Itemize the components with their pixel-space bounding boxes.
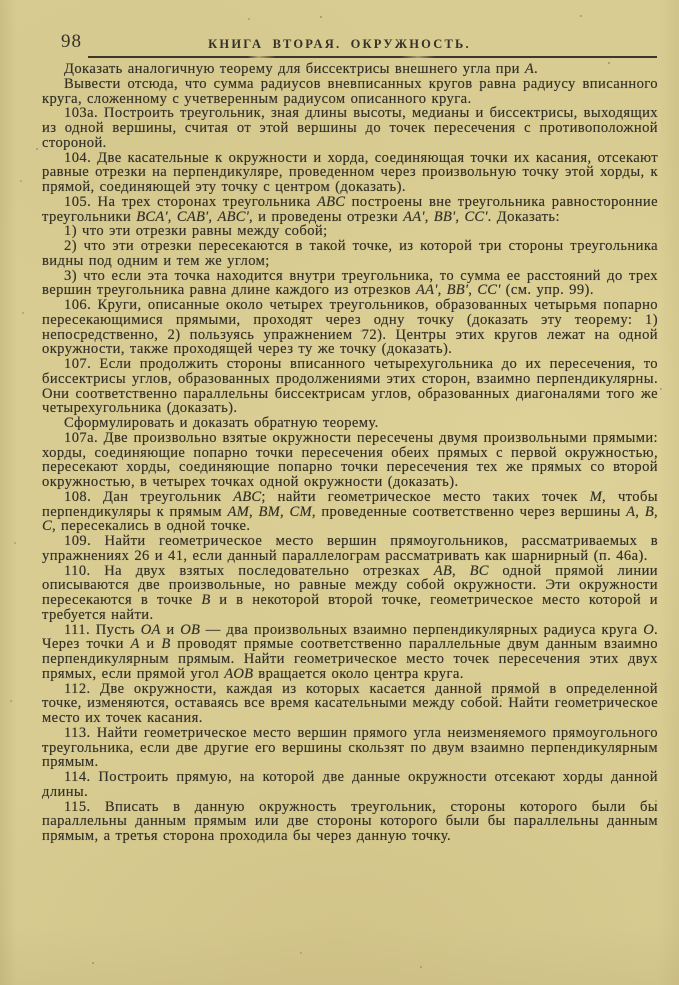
text-run: , [635,503,645,520]
text-run: и [160,621,181,638]
math-symbol: A [626,503,636,520]
text-run: , проведенные соответственно через вершины [311,503,627,520]
text-run: . Доказать: [487,208,560,225]
para-radii-sum [42,77,658,107]
text-run: . [534,61,539,77]
text-run: , [451,562,470,579]
text-run: и [139,636,162,653]
math-symbol: BB' [433,208,456,225]
header-rule [88,56,657,58]
text-run: , [424,208,434,225]
math-symbol: CAB' [176,208,209,225]
text-run: и в некоторой второй точке, геометрическое место которой и требуется найти. [42,592,659,623]
math-symbol: ABC' [217,208,249,225]
math-symbol: ABC [233,488,262,505]
problem-110 [42,564,658,623]
problem-105 [42,195,658,225]
math-symbol: C [42,518,52,535]
math-symbol: B [644,503,654,520]
text-run: 111. Пусть [64,621,141,638]
text-run: 104. Две касательные к окружности и хорда, соединяющая точки их касания, отсекают равные отрезки на перпендикуляре, проведенном через произвольную точку этой хорды, к прямой, соединяющей эту точку с центром (доказать). [42,149,658,195]
text-run: 103а. Построить треугольник, зная длины высоты, медианы и биссектрисы, выходящих из одной вершины, считая от этой вершины до точек пересечения с противоположной стороной. [42,105,658,151]
text-run: , пересекались в одной точке. [51,518,251,535]
math-symbol: O [643,621,654,638]
text-run: 113. Найти геометрическое место вершин прямого угла неизменяемого прямоугольного треугольника, если две другие его вершины скользят по двум взаимно перпендикулярным прямым. [42,724,658,771]
text-run: 108. Дан треугольник [64,488,234,505]
math-symbol: A [524,61,535,77]
text-run: Сформулировать и доказать обратную теорему. [64,415,379,431]
text-run: , [468,282,478,299]
text-run: , [280,503,290,520]
text-run: 107а. Две произвольно взятые окружности пересечены двумя произвольными прямыми: хорды, соединяющие попарно точки пересечения обеих прямых с первой окружностью, пересекают хорды, соединяющие попарно точки пересечения тех же прямых со второй окружностью, в четырех точках одной окружности (доказать). [42,429,658,490]
text-run: , [208,208,218,225]
math-symbol: CM [289,503,312,520]
text-run: (см. упр. 99). [500,282,594,299]
problems-text [42,62,658,844]
text-run: — два произвольных взаимно перпендикулярных радиуса круга [200,621,644,638]
problem-105-item-1 [42,224,658,239]
text-run: . Через точки [42,621,659,653]
text-run: Вывести отсюда, что сумма радиусов вневписанных кругов равна радиусу вписанного круга, сложенному с учетверенным радиусом описанного круга. [42,75,658,107]
math-symbol: BB' [446,282,469,299]
text-run: 105. На трех сторонах треугольника [64,193,318,210]
math-symbol: A [130,636,140,653]
text-run: 1) что эти отрезки равны между собой; [64,223,328,240]
text-run: , [167,208,177,225]
text-run: , [249,503,259,520]
math-symbol: B [201,592,211,608]
text-run: ; найти геометрическое место таких точек [261,488,590,505]
text-run: одной прямой линии описываются две произвольные, но равные между собой окружности. Эти окружности пересекаются в точке [42,562,658,608]
para-converse-theorem [42,416,658,431]
text-run: 115. Вписать в данную окружность треугольник, стороны которого были бы параллельны данным прямым или две стороны которого были бы параллельны данным прямым, а третья сторона проходила бы через данную точку. [42,798,658,844]
problem-108 [42,490,658,534]
text-run: 2) что эти отрезки пересекаются в такой точке, из которой три стороны треугольника видны под одним и тем же углом; [42,238,658,269]
text-run: 3) что если эта точка находится внутри треугольника, то сумма ее расстояний до трех вершин треугольника равна длине каждого из отрезков [42,267,658,299]
text-run: проводят прямые соответственно параллельные двум данным взаимно перпендикулярным прямым. Найти геометрическое место точек пересечения этих двух прямых, если прямой угол [42,636,658,682]
problem-112 [42,682,658,726]
problem-111 [42,623,658,682]
text-run: вращается около центра круга. [253,665,464,682]
math-symbol: ABC [317,193,346,210]
text-run: Доказать аналогичную теорему для биссектрисы внешнего угла при [64,61,525,77]
math-symbol: AB [433,562,452,579]
para-bisector-theorem [42,62,658,77]
math-symbol: M [589,488,603,505]
math-symbol: B [161,636,171,653]
problem-104 [42,151,658,195]
problem-109 [42,534,658,564]
text-run: , [437,282,447,299]
math-symbol: AA' [416,282,438,299]
text-run: 110. На двух взятых последовательно отрезках [64,562,434,579]
running-title: КНИГА ВТОРАЯ. ОКРУЖНОСТЬ. [208,37,471,51]
math-symbol: CC' [464,208,488,225]
math-symbol: AOB [224,665,254,682]
math-symbol: AM [227,503,249,520]
math-symbol: CC' [477,282,501,299]
text-run: , чтобы перпендикуляры к прямым [42,488,658,520]
text-run: , [653,503,658,520]
problem-105-item-2 [42,239,658,269]
text-run: 112. Две окружности, каждая из которых касается данной прямой в определенной точке, изменяются, оставаясь все время касательными между собой. Найти геометрическое место их точек касания. [42,680,658,726]
problem-114 [42,770,658,800]
paper-specks [0,0,2,2]
text-run: 109. Найти геометрическое место вершин прямоугольников, рассматриваемых в упражнениях 26 и 41, если данный параллелограм рассматривать как шарнирный (п. 46а). [42,533,658,564]
problem-106 [42,298,658,357]
problem-107 [42,357,658,416]
text-run: 106. Круги, описанные около четырех треугольников, образованных четырьмя попарно пересекающимися прямыми, проходят через одну точку (доказать эту теорему: 1) непосредственно, 2) пользуясь упражнением 72). Центры этих кругов лежат на одной окружности, также проходящей через ту же точку (доказать). [42,297,658,358]
problem-113 [42,726,658,770]
problem-103a [42,106,658,150]
math-symbol: AA' [403,208,425,225]
text-run: 107. Если продолжить стороны вписанного четырехугольника до их пересечения, то биссектрисы углов, образованных продолжениями этих сторон, взаимно перпендикулярны. Они соответственно параллельны биссектрисам углов, образованных диагоналями того же четырехугольника (доказать). [42,356,658,417]
text-run: , [455,208,465,225]
text-run: 114. Построить прямую, на которой две данные окружности отсекают хорды данной длины. [42,769,658,800]
math-symbol: OB [180,621,201,638]
math-symbol: BM [258,503,280,520]
math-symbol: BC [469,562,489,579]
math-symbol: OA [140,621,161,638]
problem-107a [42,431,658,490]
problem-115 [42,800,658,844]
page-number: 98 [61,31,82,52]
math-symbol: BCA' [136,208,168,225]
problem-105-item-3 [42,269,658,299]
text-run: построены вне треугольника равносторонние треугольники [42,193,659,225]
text-run: , и проведены отрезки [248,208,404,225]
